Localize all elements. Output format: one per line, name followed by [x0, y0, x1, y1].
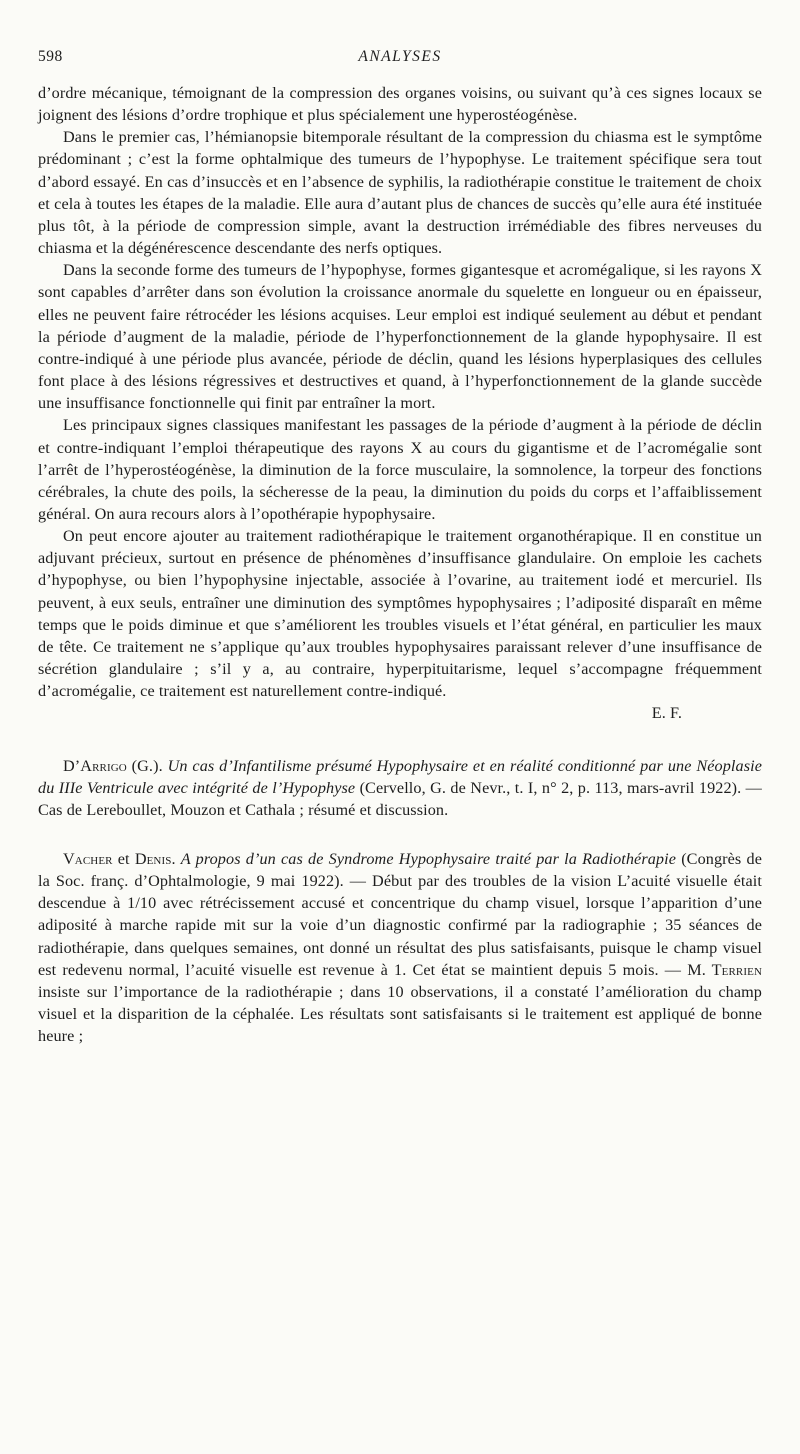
signature-line: [38, 702, 762, 724]
paragraph: [38, 525, 762, 702]
paragraph: Les principaux signes classiques manifestant les passages de la période d’augment à la période de déclin et contre-indiquant l’emploi thérapeutique des rayons X au cours du gigantisme et de l’acromégalie sont l’arrêt de l’hyperostéogénèse, la diminution de la force musculaire, la somnolence, la torpeur des fonctions cérébrales, la chute des poils, la sécheresse de la peau, la diminution du poids du corps et l’affaiblissement général. On aura recours alors à l’opothérapie hypophysaire.: [38, 416, 762, 523]
entry-summary: insiste sur l’importance de la radiothérapie ; dans 10 observations, il a constaté l’amélioration du champ visuel et la disparition de la céphalée. Les résultats sont satisfaisants si le traitement est appliqué de bonne heure ;: [38, 982, 762, 1046]
section-title: ANALYSES: [358, 48, 442, 65]
entry-citation: (Cervello, G. de Nevr., t. I, n° 2, p. 113, mars-avril 1922). — Cas de Lereboullet, Mouzon et Cathala ; résumé et discussion.: [38, 778, 762, 819]
bibliographic-entry: [38, 848, 762, 1047]
paragraph-continued: d’ordre mécanique, témoignant de la compression des organes voisins, ou suivant qu’à ces signes locaux se joignent des lésions d’ordre trophique et plus spécialement une hyperostéogénèse.: [38, 84, 762, 125]
entry-author: Denis.: [134, 850, 176, 868]
entry-title: Un cas d’Infantilisme présumé Hypophysaire et en réalité conditionné par une Néoplasie du IIIe Ventricule avec intégrité de l’Hypophyse: [38, 756, 762, 797]
entry-conjunction: et: [117, 850, 130, 868]
paragraph: Dans la seconde forme des tumeurs de l’hypophyse, formes gigantesque et acromégalique, si les rayons X sont capables d’arrêter dans son évolution la croissance anormale du squelette en longueur ou en épaisseur, elles ne peuvent faire rétrocéder les lésions acquises. Leur emploi est indiqué seulement au début et pendant la période d’augment de la maladie, période de l’hyperfonctionnement de la glande hypophysaire. Il est contre-indiqué à une période plus avancée, période de déclin, quand les lésions hyperplasiques des cellules font place à des lésions régressives et destructives et quand, à l’hyperfonctionnement de la glande succède une insuffisance fonctionnelle qui finit par entraîner la mort.: [38, 261, 762, 413]
entry-author: D’Arrigo: [63, 756, 127, 775]
entry-author: M. Terrien: [687, 960, 762, 979]
entry-author: Vacher: [63, 850, 113, 868]
paragraph: Dans le premier cas, l’hémianopsie bitemporale résultant de la compression du chiasma est le symptôme prédominant ; c’est la forme ophtalmique des tumeurs de l’hypophyse. Le traitement spécifique sera tout d’abord essayé. En cas d’insuccès et en l’absence de syphilis, la radiothérapie constitue le traitement de choix et cela à toutes les étapes de la maladie. Elle aura d’autant plus de chances de succès qu’elle aura été instituée plus tôt, à la période de compression simple, avant la destruction irrémédiable des fibres nerveuses du chiasma et la dégénérescence descendante des nerfs optiques.: [38, 128, 762, 258]
article-body: [38, 82, 762, 1047]
entry-author-initial: (G.).: [131, 756, 163, 775]
page-number: 598: [38, 48, 63, 65]
section-gap: [38, 821, 762, 848]
section-gap: [38, 725, 762, 755]
entry-title: A propos d’un cas de Syndrome Hypophysaire traité par la Radiothérapie: [180, 850, 677, 868]
paragraph-text: On peut encore ajouter au traitement radiothérapique le traitement organothérapique. Il en constitue un adjuvant précieux, surtout en présence de phénomènes d’insuffisance glandulaire. On emploie les cachets d’hypophyse, ou bien l’hypophysine injectable, associée à l’ovarine, au traitement iodé et mercuriel. Ils peuvent, à eux seuls, entraîner une diminution des symptômes hypophysaires ; l’adiposité disparaît en même temps que le poids diminue et que s’améliorent les troubles visuels et l’état général, en particulier les maux de tête. Ce traitement ne s’applique qu’aux troubles hypophysaires paraissant relever d’une insuffisance de sécrétion glandulaire ; s’il y a, au contraire, hyperpituitarisme, lequel s’accompagne fréquemment d’acromégalie, ce traitement est naturellement contre-indiqué.: [38, 527, 762, 701]
bibliographic-entry: [38, 755, 762, 821]
running-head: [38, 48, 762, 82]
entry-citation: (Congrès de la Soc. franç. d’Ophtalmologie, 9 mai 1922). — Début par des troubles de la vision L’acuité visuelle était descendue à 1/10 avec rétrécissement accusé et concentrique du champ visuel, lorsque l’apparition d’une adiposité à marche rapide mit sur la voie d’un diagnostic confirmé par la radiographie ; 35 séances de radiothérapie, dans quelques semaines, ont donné un résultat des plus satisfaisants, puisque le champ visuel est redevenu normal, l’acuité visuelle est revenue à 1. Cet état se maintient depuis 5 mois. —: [38, 850, 762, 979]
author-signature: E. F.: [651, 704, 682, 723]
